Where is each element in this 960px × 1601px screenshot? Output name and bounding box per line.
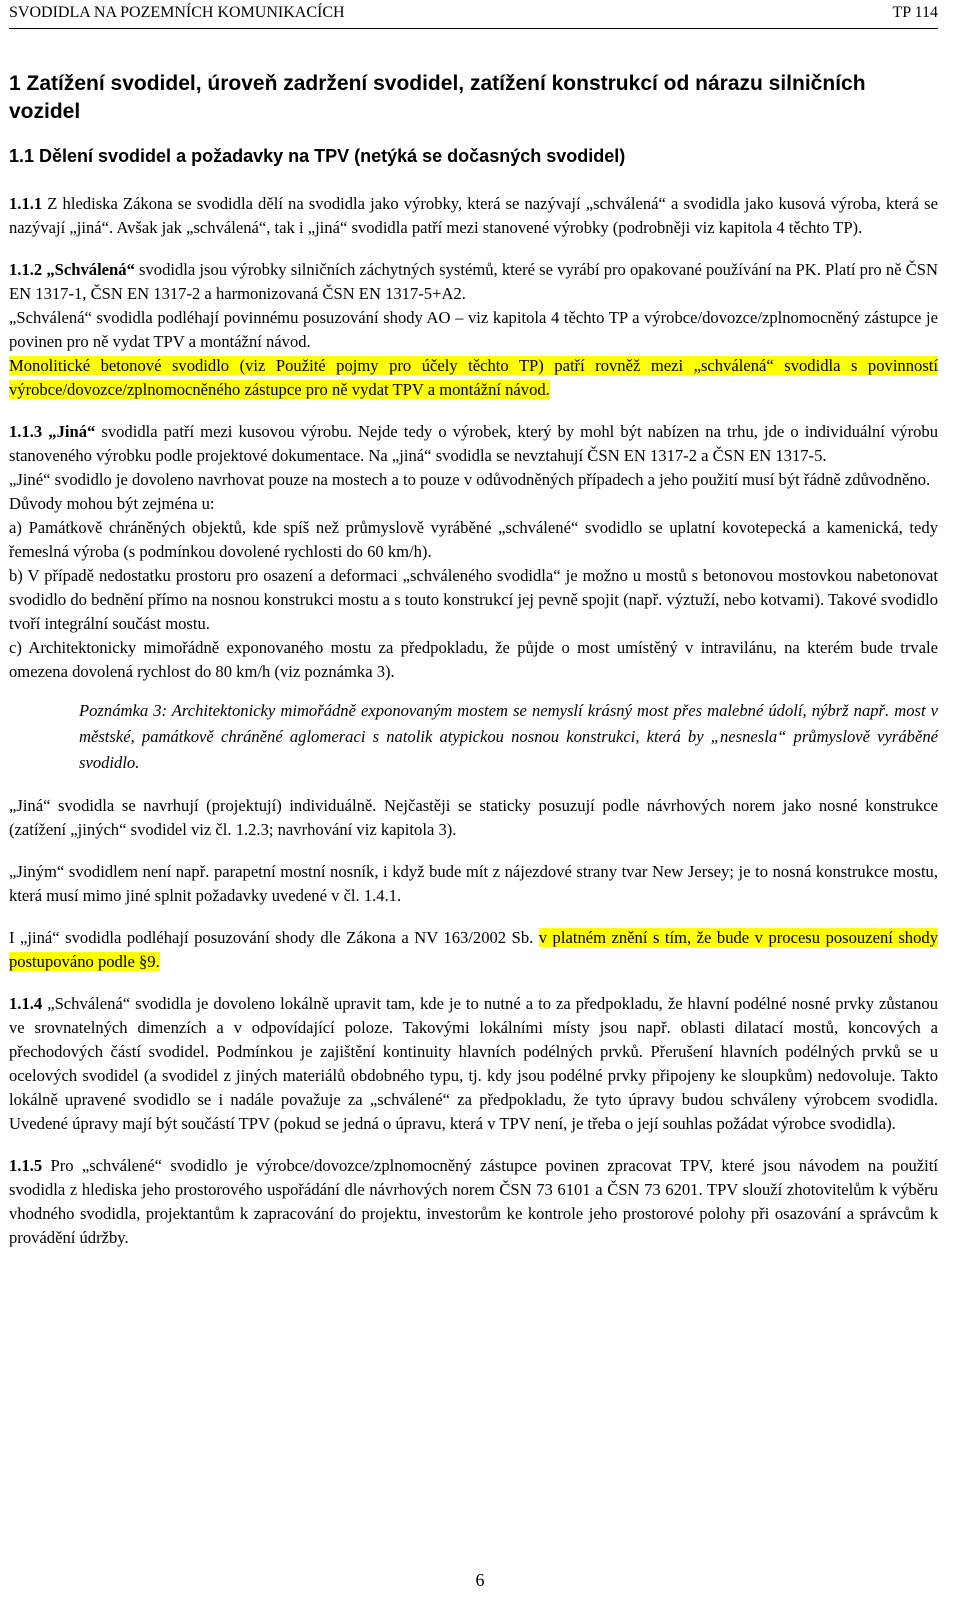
header-doc-code: TP 114 xyxy=(892,4,938,21)
clause-text: I „jiná“ svodidla podléhají posuzování shody dle Zákona a NV 163/2002 Sb. xyxy=(9,928,539,947)
clause-text: svodidla patří mezi kusovou výrobu. Nejde tedy o výrobek, který by mohl být nabízen na trhu, jde o individuální výrobu stanoveného výrobku podle projektové dokumentace. Na „jiná“ svodidla se nevztahují ČSN EN 1317-2 a ČSN EN 1317-5. xyxy=(9,422,938,465)
clause-number: 1.1.5 xyxy=(9,1156,43,1175)
clause-number: 1.1.3 xyxy=(9,422,43,441)
paragraph-1-1-2-b: „Schválená“ svodidla podléhají povinnému posuzování shody AO – viz kapitola 4 těchto TP a výrobce/dovozce/zplnomocněný zástupce je povinen pro ně vydat TPV a montážní návod. xyxy=(9,308,938,351)
chapter-heading: 1 Zatížení svodidel, úroveň zadržení svodidel, zatížení konstrukcí od nárazu silničních vozidel xyxy=(9,72,866,123)
list-item-a: a) Památkově chráněných objektů, kde spíš než průmyslově vyráběné „schválené“ svodidlo se uplatní kovotepecká a kamenická, tedy řemeslná výroba (s podmínkou dovolené rychlosti do 60 km/h). xyxy=(9,518,938,561)
paragraph-1-1-4 xyxy=(9,992,938,1136)
paragraph-1-1-2-c xyxy=(9,354,938,402)
page-header xyxy=(9,4,938,29)
clause-term: „Schválená“ xyxy=(46,260,135,279)
paragraph-1-1-3-c: Důvody mohou být zejména u: xyxy=(9,494,215,513)
note-3: Poznámka 3: Architektonicky mimořádně exponovaným mostem se nemyslí krásný most přes malebné údolí, nýbrž např. most v městské, památkově chráněné aglomeraci s natolik atypickou nosnou konstrukci, která by „nesnesla“ průmyslově vyráběné svodidlo. xyxy=(79,701,938,772)
paragraph-1-1-3-b: „Jiné“ svodidlo je dovoleno navrhovat pouze na mostech a to pouze v odůvodněných případech a jeho použití musí být řádně zdůvodněno. xyxy=(9,470,931,489)
clause-text: Pro „schválené“ svodidlo je výrobce/dovozce/zplnomocněný zástupce povinen zpracovat TPV, které jsou návodem na použití svodidla z hlediska jeho prostorového uspořádání dle návrhových norem ČSN 73 6101 a ČSN 73 6201. TPV slouží zhotovitelům k výběru vhodného svodidla, projektantům k zapracování do projektu, investorům ke kontrole jeho prostorové polohy při osazování a správcům k provádění údržby. xyxy=(9,1156,938,1247)
paragraph-1-1-1 xyxy=(9,192,938,240)
paragraph-1-1-3-f xyxy=(9,926,938,974)
clause-text: Z hlediska Zákona se svodidla dělí na svodidla jako výrobky, která se nazývají „schválená“ a svodidla jako kusová výroba, která se nazývají „jiná“. Avšak jak „schválená“, tak i „jiná“ svodidla patří mezi stanovené výrobky (podrobněji viz kapitola 4 těchto TP). xyxy=(9,194,938,237)
clause-text: svodidla jsou výrobky silničních záchytných systémů, které se vyrábí pro opakované používání na PK. Platí pro ně ČSN EN 1317-1, ČSN EN 1317-2 a harmonizovaná ČSN EN 1317-5+A2. xyxy=(9,260,938,303)
clause-text: „Schválená“ svodidla je dovoleno lokálně upravit tam, kde je to nutné a to za předpokladu, že hlavní podélné nosné prvky zůstanou ve srovnatelných dimenzích a v odpovídající poloze. Takovými lokálními místy jsou např. oblasti dilatací mostů, koncových a přechodových částí svodidel. Podmínkou je zajištění kontinuity hlavních podélných prvků. Přerušení hlavních podélných prvků se u ocelových svodidel (a svodidel z jiných materiálů obdobného typu, tj. kdy jsou podélné prvky připojeny ke sloupkům) nedovoluje. Takto lokálně upravené svodidlo se i nadále považuje za „schválené“ za předpokladu, že tyto úpravy budou schváleny výrobcem svodidla. Uvedené úpravy mají být součástí TPV (pokud se jedná o úpravu, která v TPV není, je třeba o její souhlas požádat výrobce svodidla). xyxy=(9,994,938,1133)
highlighted-text: v platném znění s tím, že bude v procesu posouzení shody postupováno podle §9. xyxy=(9,928,938,971)
paragraph-1-1-3 xyxy=(9,420,938,468)
page-number: 6 xyxy=(475,1570,485,1590)
paragraph-1-1-3-e: „Jiným“ svodidlem není např. parapetní mostní nosník, i když bude mít z nájezdové strany tvar New Jersey; je to nosná konstrukce mostu, která musí mimo jiné splnit požadavky uvedené v čl. 1.4.1. xyxy=(9,862,938,905)
section-heading: 1.1 Dělení svodidel a požadavky na TPV (netýká se dočasných svodidel) xyxy=(9,146,626,166)
paragraph-1-1-3-d: „Jiná“ svodidla se navrhují (projektují) individuálně. Nejčastěji se staticky posuzují podle návrhových norem jako nosné konstrukce (zatížení „jiných“ svodidel viz čl. 1.2.3; navrhování viz kapitola 3). xyxy=(9,796,938,839)
list-item-c: c) Architektonicky mimořádně exponovaného mostu za předpokladu, že půjde o most umístěný v intravilánu, na kterém bude trvale omezena dovolená rychlost do 80 km/h (viz poznámka 3). xyxy=(9,638,938,681)
paragraph-1-1-2 xyxy=(9,258,938,306)
clause-number: 1.1.4 xyxy=(9,994,43,1013)
highlighted-text: Monolitické betonové svodidlo (viz Použité pojmy pro účely těchto TP) patří rovněž mezi „schválená“ svodidla s povinností výrobce/dovozce/zplnomocněného zástupce pro ně vydat TPV a montážní návod. xyxy=(9,356,938,399)
clause-number: 1.1.1 xyxy=(9,194,43,213)
clause-number: 1.1.2 xyxy=(9,260,43,279)
document-body xyxy=(9,70,938,1250)
clause-term: „Jiná“ xyxy=(48,422,96,441)
header-title: SVODIDLA NA POZEMNÍCH KOMUNIKACÍCH xyxy=(9,4,345,21)
paragraph-1-1-5 xyxy=(9,1154,938,1250)
list-item-b: b) V případě nedostatku prostoru pro osazení a deformaci „schváleného svodidla“ je možno u mostů s betonovou mostovkou nabetonovat svodidlo do bednění přímo na nosnou konstrukci mostu a s touto konstrukcí jej pevně spojit (např. výztuží, nebo kotvami). Takové svodidlo tvoří integrální součást mostu. xyxy=(9,566,938,633)
